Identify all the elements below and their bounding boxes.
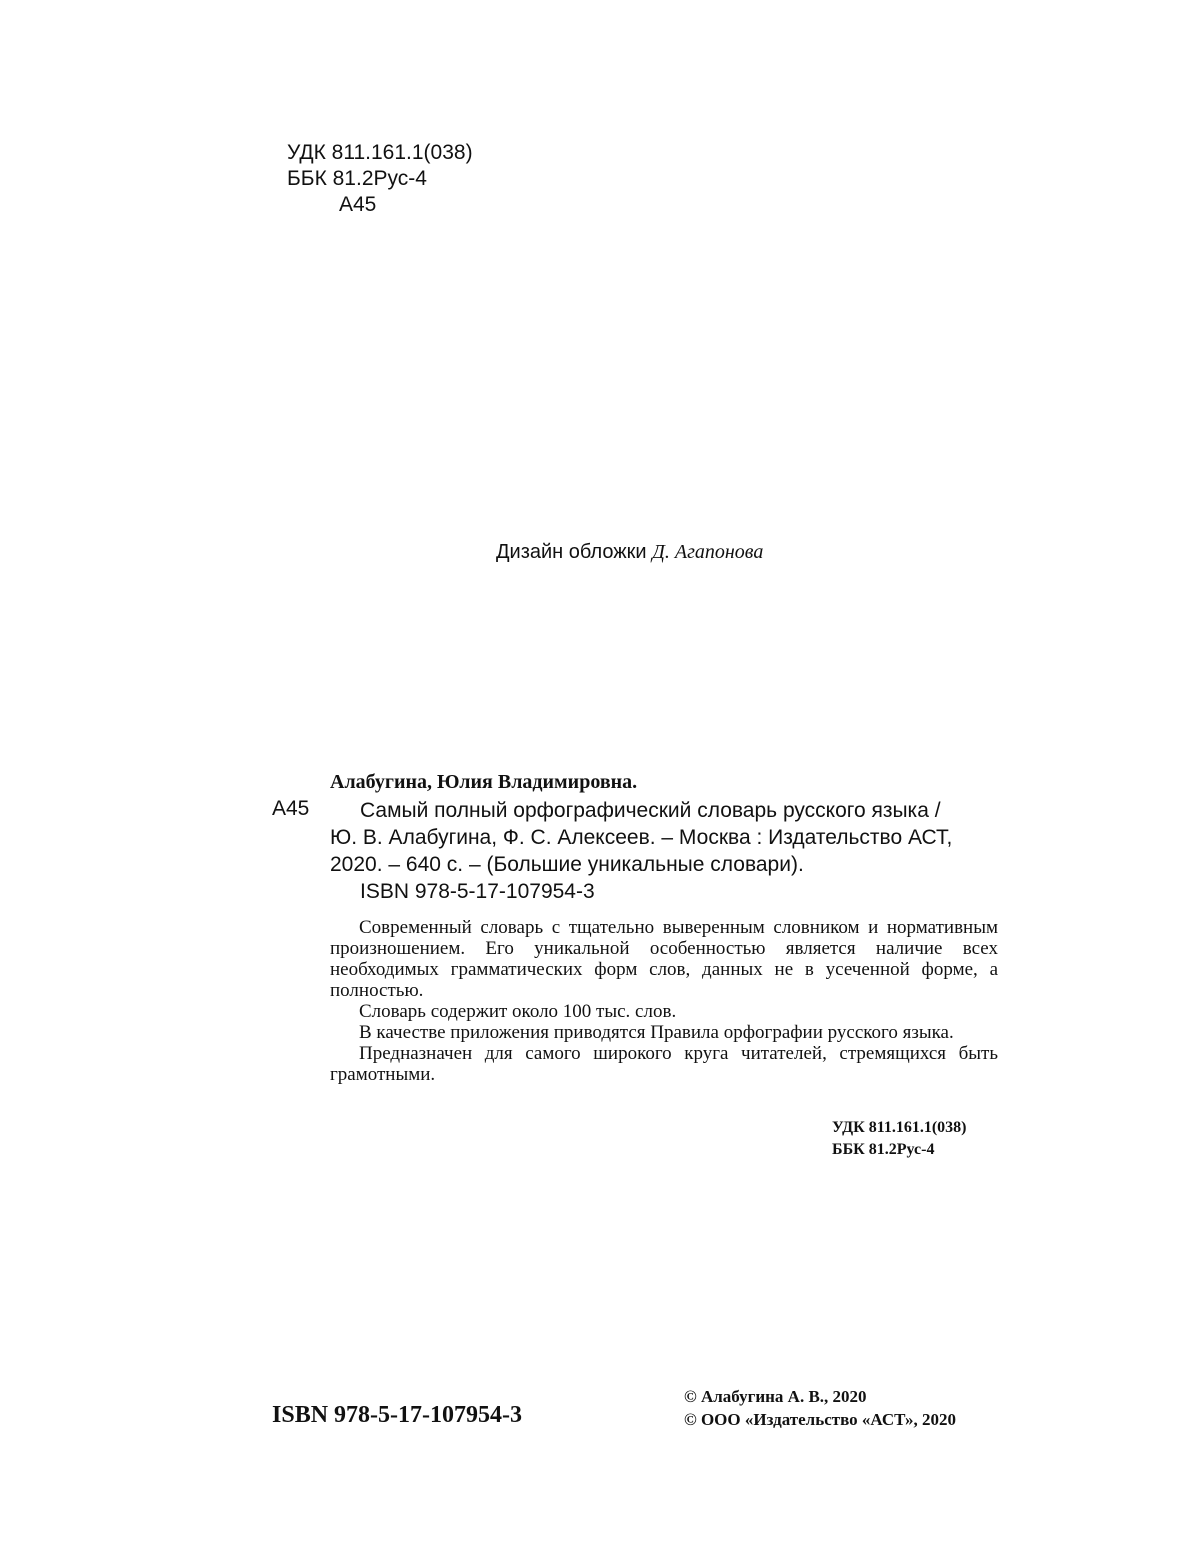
author-sign-code: А45 — [339, 193, 377, 216]
bibliographic-description — [330, 797, 998, 878]
footer-isbn: ISBN 978-5-17-107954-3 — [272, 1402, 522, 1428]
bbk-code-bottom: ББК 81.2Рус-4 — [832, 1141, 935, 1158]
annotation — [330, 917, 998, 1085]
catalog-author-sign: А45 — [272, 797, 310, 820]
biblio-line-2: Ю. В. Алабугина, Ф. С. Алексеев. – Москва : Издательство АСТ, — [330, 826, 953, 849]
udk-code: УДК 811.161.1(038) — [287, 141, 473, 164]
biblio-line-1: Самый полный орфографический словарь русского языка / — [360, 799, 941, 822]
annotation-paragraph: В качестве приложения приводятся Правила орфографии русского языка. — [359, 1022, 954, 1043]
copyright-block — [684, 1385, 956, 1431]
cover-design-label: Дизайн обложки — [496, 541, 647, 563]
bottom-classification-block — [832, 1117, 967, 1161]
copyright-publisher: © ООО «Издательство «АСТ», 2020 — [684, 1410, 957, 1429]
bbk-code: ББК 81.2Рус-4 — [287, 167, 427, 190]
cover-designer-name: Д. Агапонова — [652, 541, 764, 563]
top-classification-block — [287, 140, 473, 218]
catalog-isbn: ISBN 978-5-17-107954-3 — [360, 880, 595, 903]
annotation-paragraph: Предназначен для самого широкого круга читателей, стремящихся быть грамотными. — [330, 1043, 998, 1085]
annotation-paragraph: Словарь содержит около 100 тыс. слов. — [359, 1001, 677, 1022]
udk-code-bottom: УДК 811.161.1(038) — [832, 1119, 967, 1136]
annotation-paragraph: Современный словарь с тщательно выверенным словником и нормативным произношением. Его уникальной особенностью является наличие всех необходимых грамматических форм слов, данных не в усеченной форме, а полностью. — [330, 917, 998, 1001]
biblio-line-3: 2020. – 640 с. – (Большие уникальные словари). — [330, 853, 804, 876]
cover-design-credit — [496, 541, 763, 564]
copyright-author: © Алабугина А. В., 2020 — [684, 1387, 867, 1406]
author-heading: Алабугина, Юлия Владимировна. — [330, 771, 638, 793]
